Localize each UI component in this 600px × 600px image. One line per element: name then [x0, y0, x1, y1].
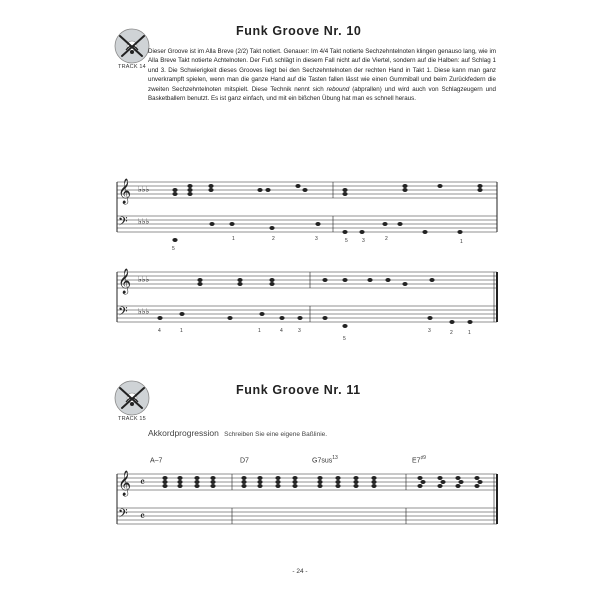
- common-time-icon: 𝄴: [140, 510, 145, 523]
- chord-symbol: G7sus$^{13}$: [312, 455, 338, 465]
- cd-drumsticks-icon: [112, 378, 152, 418]
- fingering: 2: [385, 236, 388, 242]
- description-text-end: (abprallen) und wird auch von Schlagzeugern und Basketballern benutzt. Es ist ganz einfach, und mit ein bißchen Übung hat man es schnell heraus.: [148, 85, 496, 103]
- description-italic: rebound: [326, 85, 350, 93]
- fingering: 5: [345, 238, 348, 244]
- track-15-badge: [112, 378, 152, 430]
- groove-11-system: [0, 452, 600, 542]
- key-signature-icon: ♭♭♭: [138, 307, 150, 316]
- key-signature-icon: ♭♭♭: [138, 275, 150, 284]
- fingering: 1: [460, 239, 463, 245]
- description-text: Dieser Groove ist im Alla Breve (2/2) Takt notiert. Genauer: Im 4/4 Takt notierte Sechzehntelnoten klingen genauso lang, wie im Alla Breve Takt notierte Achtelnoten. Der Fuß schlägt in diesem Fall nicht auf die Viertel, sondern auf die Halben: auf Schlag 1 und 3. Die Schwierigkeit dieses Grooves liegt bei den Sechzehntelnoten der rechten Hand in Takt 1. Diese kann man ganz unverkrampft spielen, wenn man die ganze Hand auf die Tasten fallen lässt wie einen Gummiball und beim Zurückfedern die zweiten Sechzehntelnoten mitspielt. Diese Technik nennt sich: [148, 48, 496, 93]
- subhead-main: Akkordprogression: [148, 428, 219, 438]
- key-signature-icon: ♭♭♭: [138, 185, 150, 194]
- note-marks: [157, 278, 472, 328]
- track-14-label: TRACK 14: [118, 64, 146, 70]
- fingering: 4: [280, 328, 283, 334]
- bass-clef-icon: 𝄢: [118, 506, 128, 524]
- groove-10-description: [148, 47, 496, 103]
- subhead-note: Schreiben Sie eine eigene Baßlinie.: [224, 431, 328, 438]
- chord-symbol: A–7: [150, 457, 163, 465]
- chord-symbol: D7: [240, 457, 249, 465]
- chord-symbol: $E7^{♯9}$: [412, 455, 426, 465]
- fingering: 3: [428, 328, 431, 334]
- bass-clef-icon: 𝄢: [118, 304, 128, 322]
- fingering: 2: [450, 330, 453, 336]
- note-marks: [172, 184, 482, 242]
- fingering: 1: [232, 236, 235, 242]
- key-signature-icon: ♭♭♭: [138, 217, 150, 226]
- groove-10-title: Funk Groove Nr. 10: [236, 24, 362, 38]
- fingering: 1: [180, 328, 183, 334]
- bass-clef-icon: 𝄢: [118, 214, 128, 232]
- fingering: 2: [272, 236, 275, 242]
- cd-drumsticks-icon: [112, 26, 152, 66]
- page-number: - 24 -: [292, 568, 308, 575]
- fingering-numbers: [158, 328, 471, 342]
- fingering: 5: [343, 336, 346, 342]
- fingering: 3: [298, 328, 301, 334]
- track-14-badge: [112, 26, 152, 78]
- track-15-label: TRACK 15: [118, 416, 146, 422]
- common-time-icon: 𝄴: [140, 476, 145, 489]
- groove-11-title: Funk Groove Nr. 11: [236, 383, 361, 397]
- fingering: 1: [468, 330, 471, 336]
- fingering: 3: [315, 236, 318, 242]
- treble-clef-icon: 𝄞: [118, 179, 132, 204]
- groove-10-system-1: [0, 160, 600, 260]
- treble-clef-icon: 𝄞: [118, 471, 132, 496]
- groove-11-instructions: [148, 428, 327, 438]
- fingering: 1: [258, 328, 261, 334]
- groove-10-system-2: [0, 250, 600, 350]
- fingering: 3: [362, 238, 365, 244]
- fingering: 5: [172, 246, 175, 252]
- treble-clef-icon: 𝄞: [118, 269, 132, 294]
- fingering: 4: [158, 328, 161, 334]
